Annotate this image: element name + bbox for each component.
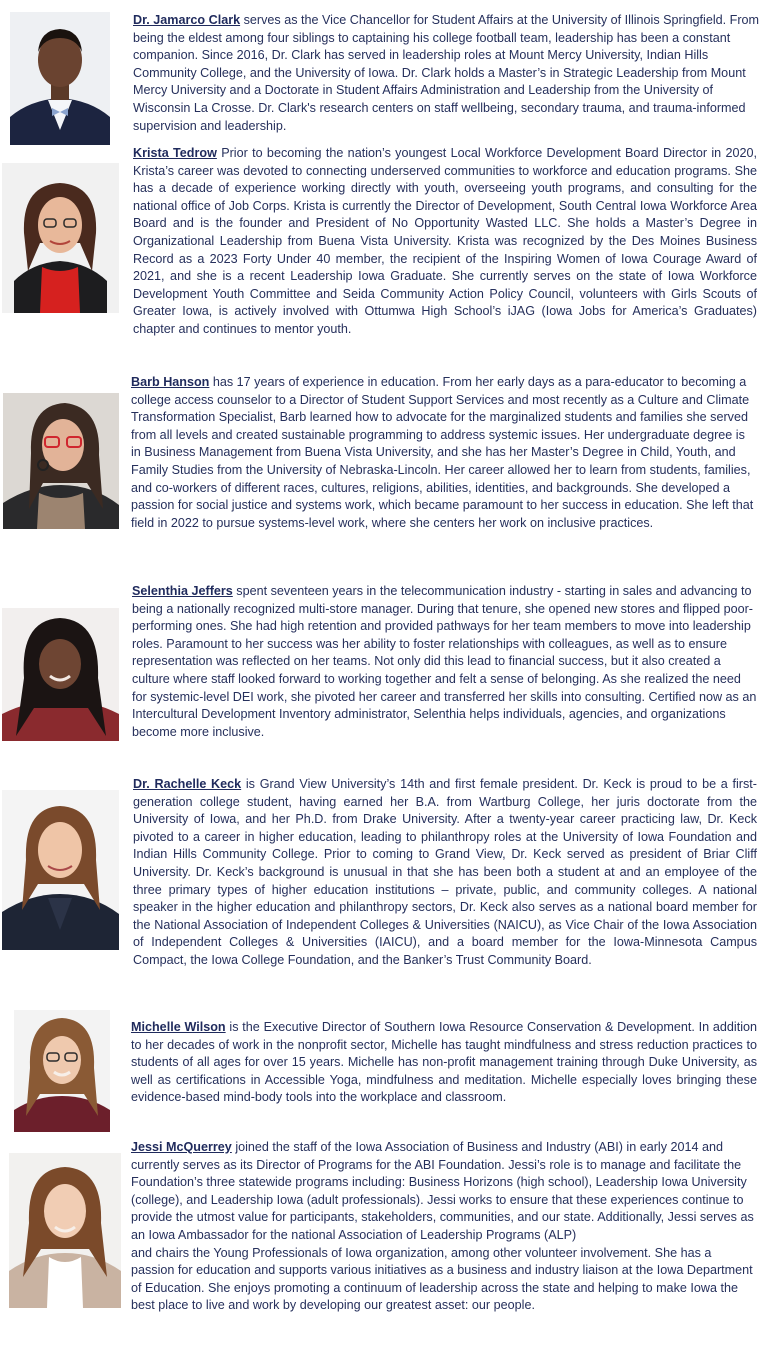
bio-michelle-wilson <box>131 1019 757 1107</box>
bio-jessi-mcquerrey <box>131 1139 757 1315</box>
bio-name: Dr. Jamarco Clark <box>133 13 241 27</box>
bio-text: has 17 years of experience in education. From her early days as a para-educator to becoming a college access counselor to a Director of Student Support Services and most recently as a Culture and Climate Transformation Specialist, Barb learned how to advocate for the marginalized students and families she served from all levels and created sustainable programming to address systemic issues. Her undergraduate degree is in Business Management from Buena Vista University, and she has her Master’s Degree in Child, Youth, and Family Studies from the University of Nebraska-Lincoln. Her career allowed her to learn from students, families, and co-workers of different races, cultures, religions, abilities, identities, and backgrounds. She developed a passion for social justice and systems work, which became paramount to her success in education. She left that field in 2022 to pursue systems-level work, where she centers her work on inclusive practices. <box>131 375 754 530</box>
bio-text-continued: and chairs the Young Professionals of Iowa organization, among other volunteer involvement. She has a passion for education and supports various initiatives as a business and industry liaison at the Iowa Department of Education. She enjoys promoting a continuum of leadership across the state and helping to make Iowa the best place to live and work by developing our greatest asset: our people. <box>131 1245 753 1313</box>
bio-text: Prior to becoming the nation’s youngest Local Workforce Development Board Director in 2020, Krista’s career was devoted to connecting underserved communities to workforce and education programs. She has a decade of experience working directly with youth, overseeing youth programs, and consulting for the national office of Job Corps. Krista is currently the Director of Development, South Central Iowa Workforce Area Board and is the founder and President of No Opportunity Wasted LLC. She holds a Master’s Degree in Organizational Leadership from Buena Vista University. Krista was recognized by the Des Moines Business Record as a 2023 Forty Under 40 member, the recipient of the Inspiring Women of Iowa Courage Award of 2021, and she is a recent Leadership Iowa Graduate. She currently serves on the state of Iowa Workforce Development Youth Committee and Seida Community Action Policy Council, volunteers with Girls Scouts of Greater Iowa, is actively involved with Ottumwa High School’s iJAG (Iowa Jobs for America’s Graduates) chapter and continues to mentor youth. <box>133 146 758 336</box>
bio-name: Selenthia Jeffers <box>132 584 233 598</box>
bio-text: joined the staff of the Iowa Association of Business and Industry (ABI) in early 2014 and currently serves as its Director of Programs for the ABI Foundation. Jessi’s role is to manage and facilitate the Foundation’s three statewide programs including: Business Horizons (high school), Leadership Iowa University (college), and Leadership Iowa (adult professionals). Jessi works to ensure that these experiences continue to provide the utmost value for participants, stakeholders, communities, and our state. Additionally, Jessi serves as an Iowa Ambassador for the national Association of Leadership Programs (ALP) <box>131 1140 754 1242</box>
headshot-barb-hanson <box>3 393 119 529</box>
headshot-selenthia-jeffers <box>2 608 119 741</box>
headshot-krista-tedrow <box>2 163 119 313</box>
bio-name: Dr. Rachelle Keck <box>133 777 242 791</box>
bio-text: is the Executive Director of Southern Iowa Resource Conservation & Development. In addition to her decades of work in the nonprofit sector, Michelle has taught mindfulness and stress reduction practices to students of all ages for over 15 years. Michelle has non-profit management training through Duke University, as well as certifications in Accessible Yoga, mindfulness and meditation. Michelle especially loves bringing these evidence-based mind-body tools into the workplace and classroom. <box>131 1020 758 1105</box>
headshot-michelle-wilson <box>14 1010 110 1132</box>
bio-selenthia-jeffers <box>132 583 758 741</box>
bio-name: Barb Hanson <box>131 375 210 389</box>
headshot-rachelle-keck <box>2 790 119 950</box>
headshot-jamarco-clark <box>10 12 110 145</box>
bio-name: Jessi McQuerrey <box>131 1140 232 1154</box>
bio-jamarco-clark <box>133 12 761 135</box>
bio-krista-tedrow <box>133 145 757 339</box>
bio-text: spent seventeen years in the telecommunication industry - starting in sales and advancing to being a nationally recognized multi-store manager. During that tenure, she opened new stores and flipped poor-performing ones. She had high retention and provided pathways for her team members to move into leadership roles. Paramount to her success was her ability to foster relationships with colleagues, as well as to ensure representation was reflected on her teams. Not only did this lead to financial success, but it also created a culture where staff looked forward to working together and felt a sense of belonging. As she realized the need for systemic-level DEI work, she pivoted her career and transferred her skills into consulting. Certified now as an Intercultural Development Inventory administrator, Selenthia helps individuals, agencies, and organizations become more inclusive. <box>132 584 757 739</box>
bio-rachelle-keck <box>133 776 757 970</box>
bio-barb-hanson <box>131 374 757 532</box>
bio-text: is Grand View University’s 14th and first female president. Dr. Keck is proud to be a first-generation college student, having earned her B.A. from Wartburg College, her juris doctorate from the University of Iowa, and her Ph.D. from Drake University. After a twenty-year career practicing law, Dr. Keck pivoted to a career in higher education, leading to philanthropy roles at the University of Iowa Foundation and Indian Hills Community College. Prior to coming to Grand View, Dr. Keck served as president of Briar Cliff University. Dr. Keck’s background is unusual in that she has been both a student at and an employee of the three primary types of higher education institutions – private, public, and community colleges. A national speaker in the higher education and philanthropy sectors, Dr. Keck also serves as a national board member for the National Association of Independent Colleges & Universities (NAICU), as Vice Chair of the Iowa Association of Independent Colleges & Universities (IAICU), and a board member for the Iowa-Minnesota Campus Compact, the Iowa College Foundation, and the Banker’s Trust Community Board. <box>133 777 757 967</box>
bio-name: Krista Tedrow <box>133 146 217 160</box>
bio-text: serves as the Vice Chancellor for Student Affairs at the University of Illinois Springfield. From being the eldest among four siblings to captaining his college football team, leadership has been a constant companion. Since 2016, Dr. Clark has served in leadership roles at Mount Mercy University, Indian Hills Community College, and the University of Iowa. Dr. Clark holds a Master’s in Strategic Leadership from Mount Mercy University and a Doctorate in Student Affairs Administration and Leadership from the University of Wisconsin La Crosse. Dr. Clark's research centers on staff wellbeing, secondary trauma, and trauma-informed supervision and leadership. <box>133 13 760 133</box>
bio-name: Michelle Wilson <box>131 1020 226 1034</box>
headshot-jessi-mcquerrey <box>9 1153 121 1308</box>
